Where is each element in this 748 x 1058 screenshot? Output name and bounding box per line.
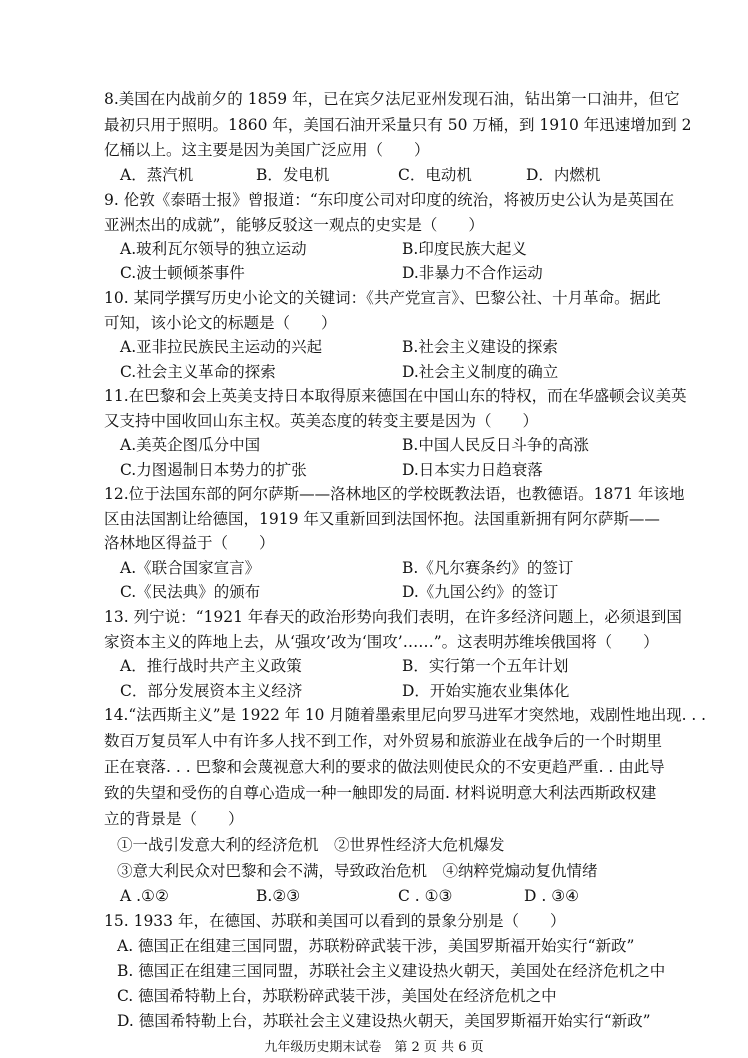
question-9-option-c: C.波士顿倾茶事件 (120, 264, 245, 282)
question-8-option-a: A．蒸汽机 (120, 166, 194, 184)
question-8-line-3: 亿桶以上。这主要是因为美国广泛应用（ ） (104, 141, 430, 159)
question-10-option-d: D.社会主义制度的确立 (402, 363, 559, 381)
question-8-line-1: 8.美国在内战前夕的 1859 年，已在宾夕法尼亚州发现石油，钻出第一口油井，但它 (104, 90, 680, 108)
question-15-option-a: A. 德国正在组建三国同盟，苏联粉碎武装干涉，美国罗斯福开始实行“新政” (117, 937, 635, 955)
question-8-option-b: B．发电机 (256, 166, 330, 184)
question-9-option-d: D.非暴力不合作运动 (402, 264, 543, 282)
question-10-option-b: B.社会主义建设的探索 (402, 338, 558, 356)
question-11-option-b: B.中国人民反日斗争的高涨 (402, 436, 589, 454)
question-14-line-3: 正在衰落. . . 巴黎和会蔑视意大利的要求的做法则使民众的不安更趋严重. . 由此导 (104, 758, 665, 776)
question-10-line-1: 10. 某同学撰写历史小论文的关键词：《共产党宣言》、巴黎公社、十月革命。据此 (104, 289, 661, 307)
question-11-option-c: C.力图遏制日本势力的扩张 (120, 461, 307, 479)
question-13-option-a: A．推行战时共产主义政策 (120, 657, 302, 675)
question-14-statement-34: ③意大利民众对巴黎和会不满，导致政治危机 ④纳粹党煽动复仇情绪 (117, 862, 598, 880)
question-8-option-c: C．电动机 (398, 166, 472, 184)
question-13-option-b: B．实行第一个五年计划 (402, 657, 569, 675)
question-14-option-c: C . ①③ (398, 887, 453, 905)
question-10-line-2: 可知，该小论文的标题是（ ） (104, 314, 337, 332)
question-14-option-a: A .①② (120, 887, 169, 905)
question-12-line-2: 区由法国割让给德国，1919 年又重新回到法国怀抱。法国重新拥有阿尔萨斯—— (104, 510, 660, 528)
question-14-line-5: 立的背景是（ ） (104, 810, 244, 828)
question-9-line-1: 9. 伦敦《泰晤士报》曾报道：“东印度公司对印度的统治，将被历史公认为是英国在 (104, 191, 675, 209)
question-13-option-c: C．部分发展资本主义经济 (120, 682, 303, 700)
question-13-line-1: 13. 列宁说：“1921 年春天的政治形势向我们表明，在许多经济问题上，必须退到国 (104, 608, 682, 626)
question-12-option-d: D.《九国公约》的签订 (402, 583, 559, 601)
question-11-option-a: A.美英企图瓜分中国 (120, 436, 261, 454)
question-13-option-d: D．开始实施农业集体化 (402, 682, 570, 700)
question-15-option-c: C. 德国希特勒上台，苏联粉碎武装干涉，美国处在经济危机之中 (117, 987, 557, 1005)
question-10-option-c: C.社会主义革命的探索 (120, 363, 276, 381)
question-15-option-b: B. 德国正在组建三国同盟，苏联社会主义建设热火朝天，美国处在经济危机之中 (117, 962, 666, 980)
question-11-line-1: 11.在巴黎和会上英美支持日本取得原来德国在中国山东的特权，而在华盛顿会议美英 (104, 387, 687, 405)
question-12-option-b: B.《凡尔赛条约》的签订 (402, 559, 574, 577)
question-9-option-a: A.玻利瓦尔领导的独立运动 (120, 240, 307, 258)
question-11-option-d: D.日本实力日趋衰落 (402, 461, 543, 479)
question-10-option-a: A.亚非拉民族民主运动的兴起 (120, 338, 323, 356)
question-12-line-1: 12.位于法国东部的阿尔萨斯——洛林地区的学校既教法语，也教德语。1871 年该地 (104, 485, 685, 503)
question-11-line-2: 又支持中国收回山东主权。英美态度的转变主要是因为（ ） (104, 412, 539, 430)
question-14-statement-12: ①一战引发意大利的经济危机 ②世界性经济大危机爆发 (117, 836, 505, 854)
question-15-option-d: D. 德国希特勒上台，苏联社会主义建设热火朝天，美国罗斯福开始实行“新政” (117, 1012, 651, 1030)
question-12-option-c: C.《民法典》的颁布 (120, 583, 261, 601)
question-14-line-4: 致的失望和受伤的自尊心造成一种一触即发的局面. 材料说明意大利法西斯政权建 (104, 784, 657, 802)
question-13-line-2: 家资本主义的阵地上去，从‘强攻’改为‘围攻’……”。这表明苏维埃俄国将（ ） (104, 633, 659, 651)
question-14-line-1: 14.“法西斯主义”是 1922 年 10 月随着墨索里尼向罗马进军才突然地，戏剧性地出现. . . (104, 706, 707, 724)
question-8-option-d: D．内燃机 (526, 166, 601, 184)
question-14-option-b: B.②③ (256, 887, 301, 905)
question-12-option-a: A.《联合国家宣言》 (120, 559, 261, 577)
question-14-option-d: D . ③④ (524, 887, 579, 905)
question-14-line-2: 数百万复员军人中有许多人找不到工作，对外贸易和旅游业在战争后的一个时期里 (104, 732, 663, 750)
page-footer: 九年级历史期末试卷 第 2 页 共 6 页 (264, 1040, 484, 1055)
question-15-line-1: 15. 1933 年，在德国、苏联和美国可以看到的景象分别是（ ） (104, 912, 566, 930)
question-9-option-b: B.印度民族大起义 (402, 240, 527, 258)
question-8-line-2: 最初只用于照明。1860 年，美国石油开采量只有 50 万桶，到 1910 年迅速增加到 2 (104, 116, 692, 134)
question-9-line-2: 亚洲杰出的成就”，能够反驳这一观点的史实是（ ） (104, 216, 484, 234)
question-12-line-3: 洛林地区得益于（ ） (104, 534, 275, 552)
